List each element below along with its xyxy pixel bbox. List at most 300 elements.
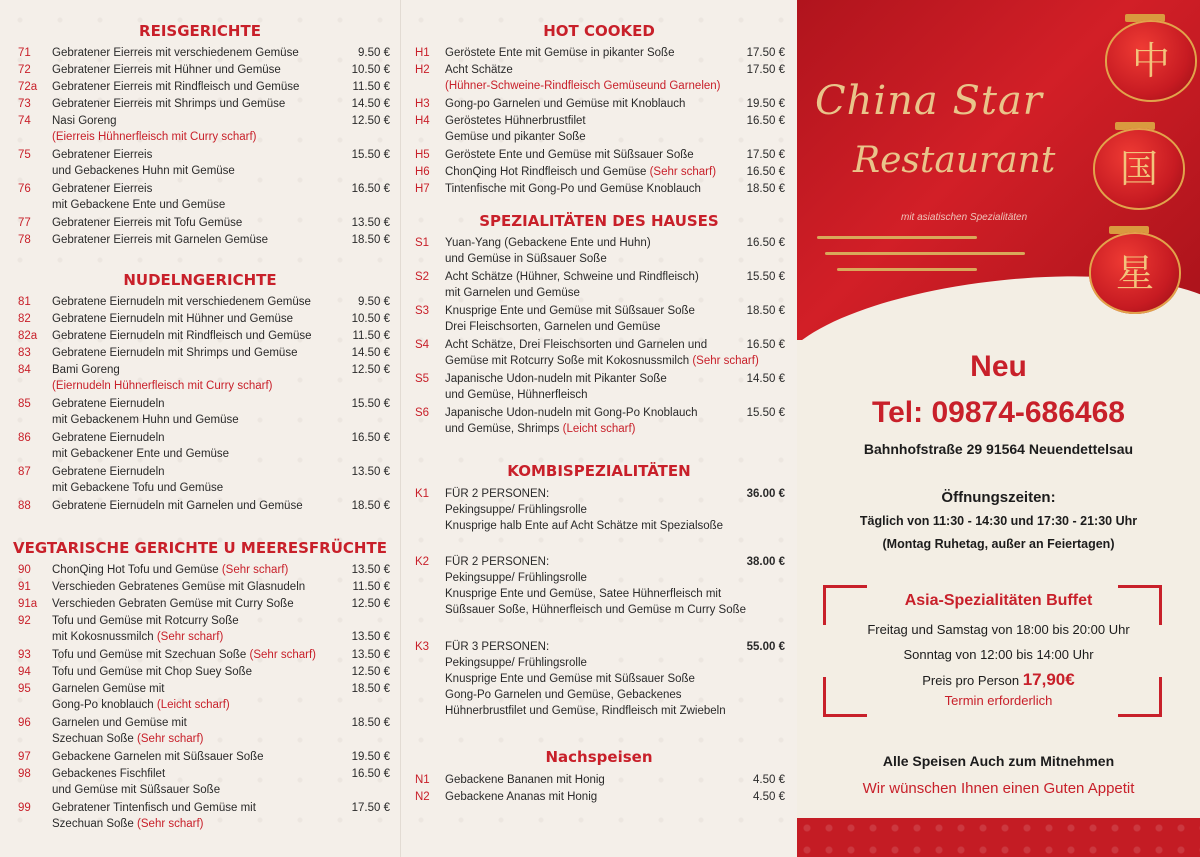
section-title-hot: HOT COOKED (543, 22, 655, 40)
menu-item (401, 45, 797, 61)
footer-band (797, 818, 1200, 857)
item-name-text: Gebratener Eierreis mit Garnelen Gemüse (52, 234, 269, 246)
menu-item (0, 579, 400, 595)
item-number: 72 (18, 64, 31, 76)
brand-header (797, 0, 1200, 340)
spice-level: (Sehr scharf) (137, 733, 204, 745)
item-number: S4 (415, 339, 430, 351)
item-price: 13.50 € (351, 631, 390, 643)
menu-item (0, 498, 400, 514)
item-name-text: Gong-po Garnelen und Gemüse mit Knoblauch (445, 98, 686, 110)
item-name-text-2: mit Gebackenem Huhn und Gemüse (52, 414, 239, 426)
item-number: S5 (415, 373, 430, 385)
item-name-text: Japanische Udon-nudeln mit Gong-Po Knoblauch (445, 407, 698, 419)
item-number: S2 (415, 271, 430, 283)
menu-column-2 (400, 0, 797, 857)
item-name (445, 62, 513, 78)
item-name-line-2 (445, 353, 759, 369)
spice-level: (Sehr scharf) (649, 166, 717, 178)
item-price: 15.50 € (746, 407, 785, 419)
item-name (52, 396, 165, 412)
item-price: 36.00 € (746, 488, 785, 500)
brand-restaurant: Restaurant (853, 140, 1056, 181)
item-name-line-2 (52, 629, 223, 645)
item-name (52, 749, 264, 765)
menu-item (0, 345, 400, 361)
menu-item (0, 113, 400, 145)
item-number: 91 (18, 581, 31, 593)
item-name-text: Gebackene Ananas mit Honig (445, 791, 598, 803)
combo-line: Pekingsuppe/ Frühlingsrolle (445, 572, 587, 584)
menu-item (0, 613, 400, 645)
item-name (52, 681, 165, 697)
buffet-note: Termin erforderlich (944, 693, 1053, 708)
lantern-guo-icon: 国 (1093, 128, 1185, 210)
menu-item (401, 62, 797, 94)
item-name-text-2: Gong-Po knoblauch (52, 699, 154, 711)
menu-item (0, 766, 400, 798)
item-price: 12.50 € (351, 115, 390, 127)
item-name-line-2 (52, 129, 257, 145)
item-name (445, 164, 716, 180)
item-name (52, 464, 165, 480)
item-name-text: Nasi Goreng (52, 115, 117, 127)
item-number: H6 (415, 166, 430, 178)
item-name-text: Tofu und Gemüse mit Szechuan Soße (52, 649, 247, 661)
item-name (52, 45, 299, 61)
item-name-text: Gebratene Eiernudeln mit verschiedenem Gemüse (52, 296, 311, 308)
item-number: N1 (415, 774, 430, 786)
lantern-xing-icon: 星 (1089, 232, 1181, 314)
item-name-text-2: mit Gebackene Tofu und Gemüse (52, 482, 224, 494)
item-name (445, 337, 707, 353)
item-number: 82a (18, 330, 38, 342)
combo-line: Hühnerbrustfilet und Gemüse, Rindfleisch mit Zwiebeln (445, 705, 726, 717)
item-name-text-2: Gemüse und pikanter Soße (445, 131, 586, 143)
phone-number[interactable]: Tel: 09874-686468 (872, 396, 1125, 429)
item-name-text: Gebratener Eierreis mit Tofu Gemüse (52, 217, 243, 229)
item-number: K1 (415, 488, 430, 500)
item-name-text: Tintenfische mit Gong-Po und Gemüse Knoblauch (445, 183, 701, 195)
item-number: 78 (18, 234, 31, 246)
item-name-text: Gebackene Garnelen mit Süßsauer Soße (52, 751, 264, 763)
item-name-line-2 (445, 129, 586, 145)
item-name (445, 772, 605, 788)
section-title-nach: Nachspeisen (545, 748, 653, 766)
item-price: 15.50 € (351, 398, 390, 410)
combo-head: FÜR 2 PERSONEN: (445, 556, 550, 568)
item-name-text: Verschieden Gebratenes Gemüse mit Glasnudeln (52, 581, 306, 593)
item-name (445, 269, 699, 285)
item-name (52, 800, 256, 816)
item-name-text: Gebratene Eiernudeln (52, 466, 165, 478)
item-name-text: ChonQing Hot Rindfleisch und Gemüse (445, 166, 647, 178)
section-title-nudel: NUDELNGERICHTE (123, 271, 277, 289)
item-name-line-2 (445, 285, 580, 301)
item-name (52, 715, 187, 731)
item-name (52, 294, 311, 310)
item-price: 19.50 € (746, 98, 785, 110)
item-number: 76 (18, 183, 31, 195)
item-name-line-2 (445, 319, 660, 335)
buffet-line-2: Sonntag von 12:00 bis 14:00 Uhr (903, 647, 1094, 662)
section-title-spez: SPEZIALITÄTEN DES HAUSES (479, 212, 719, 230)
item-price: 16.50 € (746, 237, 785, 249)
item-name-text: Tofu und Gemüse mit Chop Suey Soße (52, 666, 253, 678)
address: Bahnhofstraße 29 91564 Neuendettelsau (863, 441, 1134, 457)
item-name-line-2 (445, 251, 607, 267)
menu-item (0, 464, 400, 496)
item-name-line-2 (52, 446, 229, 462)
item-name-line-2 (52, 816, 204, 832)
item-number: 84 (18, 364, 31, 376)
item-number: N2 (415, 791, 430, 803)
combo-line: Pekingsuppe/ Frühlingsrolle (445, 657, 587, 669)
item-number: H1 (415, 47, 430, 59)
item-name (445, 405, 698, 421)
item-name-line-2 (445, 421, 635, 437)
item-price: 13.50 € (351, 649, 390, 661)
item-number: 71 (18, 47, 31, 59)
hours-title: Öffnungszeiten: (941, 489, 1056, 506)
menu-item (401, 303, 797, 335)
item-name-text-2: mit Kokosnussmilch (52, 631, 154, 643)
combo-line: Süßsauer Soße, Hühnerfleisch und Gemüse m Curry Soße (445, 604, 747, 616)
item-name-line-2 (52, 197, 225, 213)
buffet-price-line (797, 670, 1200, 690)
item-number: 81 (18, 296, 31, 308)
item-name-text: Garnelen und Gemüse mit (52, 717, 187, 729)
item-name-text: Garnelen Gemüse mit (52, 683, 165, 695)
menu-column-1 (0, 0, 400, 857)
item-price: 16.50 € (351, 432, 390, 444)
combo-item (401, 639, 797, 719)
brand-name: China Star (815, 78, 1043, 124)
item-price: 13.50 € (351, 564, 390, 576)
menu-item (401, 789, 797, 805)
item-price: 18.50 € (351, 683, 390, 695)
item-name-text: Gebackenes Fischfilet (52, 768, 166, 780)
combo-line: Knusprige Ente und Gemüse mit Süßsauer Soße (445, 673, 695, 685)
combo-line: Knusprige halb Ente auf Acht Schätze mit Spezialsoße (445, 520, 724, 532)
item-number: 77 (18, 217, 31, 229)
item-number: 90 (18, 564, 31, 576)
item-number: H2 (415, 64, 430, 76)
item-price: 19.50 € (351, 751, 390, 763)
item-number: 83 (18, 347, 31, 359)
menu-item (0, 430, 400, 462)
item-name (52, 647, 316, 663)
item-name-text: Geröstetes Hühnerbrustfilet (445, 115, 586, 127)
menu-item (0, 749, 400, 765)
item-name-text-2: (Hühner-Schweine-Rindfleisch Gemüseund Garnelen) (445, 80, 721, 92)
item-name-text: Verschieden Gebraten Gemüse mit Curry Soße (52, 598, 294, 610)
item-number: 87 (18, 466, 31, 478)
item-number: 85 (18, 398, 31, 410)
item-name-line-2 (445, 387, 588, 403)
menu-item (401, 405, 797, 437)
item-price: 18.50 € (746, 183, 785, 195)
item-name-text: Gebackene Bananen mit Honig (445, 774, 605, 786)
item-price: 12.50 € (351, 598, 390, 610)
item-name (445, 113, 586, 129)
item-name-text: Acht Schätze (445, 64, 513, 76)
menu-item (0, 232, 400, 248)
item-name-text: Geröstete Ente mit Gemüse in pikanter Soße (445, 47, 675, 59)
spice-level: (Leicht scharf) (562, 423, 636, 435)
menu-item (0, 647, 400, 663)
item-number: 91a (18, 598, 38, 610)
item-name-text: Gebratene Eiernudeln (52, 432, 165, 444)
info-column (797, 0, 1200, 857)
item-name (445, 181, 701, 197)
item-price: 17.50 € (746, 47, 785, 59)
item-price: 18.50 € (351, 717, 390, 729)
item-name-line-2 (52, 378, 273, 394)
item-number: 96 (18, 717, 31, 729)
item-name-text: ChonQing Hot Tofu und Gemüse (52, 564, 219, 576)
item-number: 92 (18, 615, 31, 627)
menu-item (0, 596, 400, 612)
item-number: 74 (18, 115, 31, 127)
spice-level: (Sehr scharf) (156, 631, 224, 643)
item-number: 73 (18, 98, 31, 110)
item-name-text-2: und Gemüse, Hühnerfleisch (445, 389, 588, 401)
item-price: 11.50 € (352, 581, 390, 593)
item-price: 4.50 € (753, 791, 785, 803)
item-name-text: Gebratene Eiernudeln (52, 398, 165, 410)
item-name (52, 96, 285, 112)
combo-item (401, 486, 797, 534)
item-name (445, 371, 667, 387)
combo-line: Knusprige Ente und Gemüse, Satee Hühnerfleisch mit (445, 588, 722, 600)
item-name-text-2: (Eierreis Hühnerfleisch mit Curry scharf) (52, 131, 257, 143)
item-name (52, 562, 288, 578)
item-name-text-2: mit Gebackene Ente und Gemüse (52, 199, 226, 211)
item-name-text: Gebratene Eiernudeln mit Garnelen und Gemüse (52, 500, 303, 512)
item-price: 16.50 € (746, 166, 785, 178)
item-price: 16.50 € (746, 339, 785, 351)
menu-item (0, 800, 400, 832)
menu-item (0, 147, 400, 179)
item-number: H7 (415, 183, 430, 195)
item-price: 12.50 € (351, 666, 390, 678)
item-name (445, 45, 674, 61)
item-name-text-2: und Gemüse in Süßsauer Soße (445, 253, 607, 265)
item-name-text: Tofu und Gemüse mit Rotcurry Soße (52, 615, 239, 627)
menu-item (0, 362, 400, 394)
item-name (52, 79, 299, 95)
menu-item (0, 311, 400, 327)
item-number: H4 (415, 115, 430, 127)
item-name-text: Gebratener Tintenfisch und Gemüse mit (52, 802, 256, 814)
item-name-text: Gebratene Eiernudeln mit Rindfleisch und Gemüse (52, 330, 312, 342)
menu-item (401, 772, 797, 788)
item-price: 13.50 € (351, 466, 390, 478)
menu-item (0, 79, 400, 95)
spice-level: (Sehr scharf) (249, 649, 316, 661)
item-name (52, 62, 281, 78)
item-name-text: Acht Schätze (Hühner, Schweine und Rindfleisch) (445, 271, 699, 283)
item-name-text: Japanische Udon-nudeln mit Pikanter Soße (445, 373, 667, 385)
item-number: 75 (18, 149, 31, 161)
item-price: 14.50 € (746, 373, 785, 385)
item-name-text: Gebratener Eierreis mit Rindfleisch und Gemüse (52, 81, 300, 93)
menu-item (0, 396, 400, 428)
menu-item (401, 181, 797, 197)
item-price: 15.50 € (351, 149, 390, 161)
item-number: S1 (415, 237, 430, 249)
item-name (445, 147, 694, 163)
item-number: K3 (415, 641, 430, 653)
item-name-text: Gebratene Eiernudeln mit Hühner und Gemüse (52, 313, 294, 325)
item-price: 9.50 € (358, 47, 390, 59)
item-price: 17.50 € (746, 149, 785, 161)
item-price: 11.50 € (352, 81, 390, 93)
item-name-line-2 (52, 412, 239, 428)
combo-head: FÜR 3 PERSONEN: (445, 641, 550, 653)
menu-item (401, 235, 797, 267)
menu-item (401, 147, 797, 163)
item-price: 13.50 € (351, 217, 390, 229)
item-name (52, 181, 152, 197)
menu-item (0, 62, 400, 78)
menu-item (401, 269, 797, 301)
item-name-text: Gebratener Eierreis (52, 183, 153, 195)
menu-item (0, 715, 400, 747)
item-price: 15.50 € (746, 271, 785, 283)
item-number: K2 (415, 556, 430, 568)
item-price: 18.50 € (746, 305, 785, 317)
spice-level: (Sehr scharf) (692, 355, 759, 367)
item-name-text: Knusprige Ente und Gemüse mit Süßsauer Soße (445, 305, 695, 317)
item-price: 12.50 € (351, 364, 390, 376)
menu-item (0, 181, 400, 213)
item-name-line-2 (52, 782, 220, 798)
item-price: 4.50 € (753, 774, 785, 786)
item-name (52, 664, 252, 680)
appetit-wish: Wir wünschen Ihnen einen Guten Appetit (862, 780, 1135, 797)
item-number: 72a (18, 81, 38, 93)
item-name-text: Gebratene Eiernudeln mit Shrimps und Gemüse (52, 347, 298, 359)
item-name-text-2: mit Gebackener Ente und Gemüse (52, 448, 230, 460)
item-price: 17.50 € (746, 64, 785, 76)
item-price: 18.50 € (351, 500, 390, 512)
section-title-veg: VEGTARISCHE GERICHTE U MEERESFRÜCHTE (13, 539, 387, 557)
item-name (52, 232, 268, 248)
item-name-text: Gebratener Eierreis mit Shrimps und Gemüse (52, 98, 286, 110)
item-name-line-2 (52, 697, 230, 713)
item-name-text: Geröstete Ente und Gemüse mit Süßsauer Soße (445, 149, 694, 161)
item-name (52, 362, 120, 378)
item-price: 11.50 € (352, 330, 390, 342)
menu-item (401, 113, 797, 145)
menu-item (0, 294, 400, 310)
gold-line (817, 236, 977, 239)
item-name-text-2: und Gebackenes Huhn mit Gemüse (52, 165, 235, 177)
lantern-zhong-icon: 中 (1105, 20, 1197, 102)
menu-item (0, 96, 400, 112)
item-name (52, 430, 165, 446)
combo-head: FÜR 2 PERSONEN: (445, 488, 550, 500)
item-name-text: Bami Goreng (52, 364, 120, 376)
menu-item (401, 164, 797, 180)
item-price: 16.50 € (746, 115, 785, 127)
item-name (52, 328, 312, 344)
menu-item (401, 337, 797, 369)
item-name-text-2: Gemüse mit Rotcurry Soße mit Kokosnussmilch (445, 355, 690, 367)
item-name (52, 766, 165, 782)
item-name-text-2: mit Garnelen und Gemüse (445, 287, 580, 299)
item-price: 16.50 € (351, 183, 390, 195)
menu-item (0, 562, 400, 578)
item-number: 86 (18, 432, 31, 444)
menu-item (401, 96, 797, 112)
spice-level: (Sehr scharf) (137, 818, 204, 830)
item-name (52, 613, 239, 629)
combo-line: Pekingsuppe/ Frühlingsrolle (445, 504, 587, 516)
new-label: Neu (970, 350, 1027, 383)
item-name-line-2 (52, 731, 204, 747)
item-name-text: Gebratener Eierreis mit verschiedenem Gemüse (52, 47, 299, 59)
item-number: 97 (18, 751, 31, 763)
section-title-reis: REISGERICHTE (139, 22, 261, 40)
item-name (52, 215, 242, 231)
gold-line (825, 252, 1025, 255)
menu-item (401, 371, 797, 403)
combo-item (401, 554, 797, 618)
spice-level: (Leicht scharf) (156, 699, 230, 711)
gold-line (837, 268, 977, 271)
item-price: 17.50 € (351, 802, 390, 814)
menu-item (0, 215, 400, 231)
menu-item (0, 328, 400, 344)
item-name-line-2 (52, 480, 223, 496)
item-price: 18.50 € (351, 234, 390, 246)
item-name (445, 235, 651, 251)
item-name-text: Gebratener Eierreis mit Hühner und Gemüse (52, 64, 281, 76)
item-number: 93 (18, 649, 31, 661)
item-name-text-2: und Gemüse mit Süßsauer Soße (52, 784, 221, 796)
item-name (52, 345, 297, 361)
item-name (445, 789, 597, 805)
item-name-text-2: Szechuan Soße (52, 818, 134, 830)
item-number: S3 (415, 305, 430, 317)
hours-line-1: Täglich von 11:30 - 14:30 und 17:30 - 21:30 Uhr (859, 514, 1138, 528)
item-name-text-2: Szechuan Soße (52, 733, 134, 745)
section-title-kombi: KOMBISPEZIALITÄTEN (507, 462, 691, 480)
item-number: H5 (415, 149, 430, 161)
item-price: 14.50 € (351, 98, 390, 110)
buffet-title: Asia-Spezialitäten Buffet (904, 592, 1093, 609)
brand-subtitle: mit asiatischen Spezialitäten (901, 212, 1028, 223)
item-price: 16.50 € (351, 768, 390, 780)
item-number: 98 (18, 768, 31, 780)
item-number: 94 (18, 666, 31, 678)
takeaway-note: Alle Speisen Auch zum Mitnehmen (882, 753, 1115, 769)
item-price: 10.50 € (351, 64, 390, 76)
item-name-text-2: (Eiernudeln Hühnerfleisch mit Curry scharf) (52, 380, 273, 392)
item-number: 99 (18, 802, 31, 814)
spice-level: (Sehr scharf) (221, 564, 289, 576)
item-name (52, 596, 294, 612)
item-name (52, 579, 305, 595)
buffet-price-label: Preis pro Person (922, 673, 1020, 688)
item-number: 95 (18, 683, 31, 695)
menu-item (0, 664, 400, 680)
menu-item (0, 45, 400, 61)
buffet-line-1: Freitag und Samstag von 18:00 bis 20:00 Uhr (867, 622, 1130, 637)
